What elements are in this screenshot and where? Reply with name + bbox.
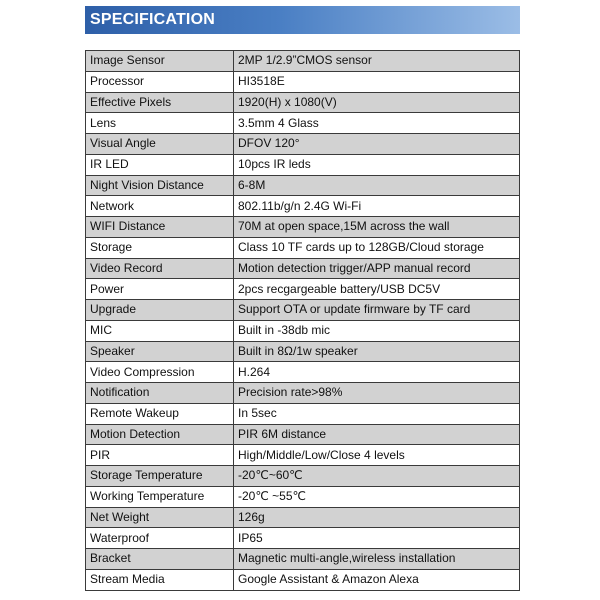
spec-label: Upgrade xyxy=(86,300,234,321)
spec-label: PIR xyxy=(86,445,234,466)
spec-label: Video Compression xyxy=(86,362,234,383)
spec-value: Built in 8Ω/1w speaker xyxy=(234,341,520,362)
table-row xyxy=(86,383,520,404)
spec-value: Google Assistant & Amazon Alexa xyxy=(234,569,520,590)
spec-value: In 5sec xyxy=(234,403,520,424)
spec-label: Remote Wakeup xyxy=(86,403,234,424)
spec-value: Magnetic multi-angle,wireless installation xyxy=(234,549,520,570)
spec-value: Support OTA or update firmware by TF card xyxy=(234,300,520,321)
spec-value: Class 10 TF cards up to 128GB/Cloud storage xyxy=(234,237,520,258)
table-row xyxy=(86,92,520,113)
table-row xyxy=(86,134,520,155)
spec-label: Net Weight xyxy=(86,507,234,528)
spec-value: DFOV 120° xyxy=(234,134,520,155)
spec-value: HI3518E xyxy=(234,71,520,92)
spec-label: Visual Angle xyxy=(86,134,234,155)
spec-value: 70M at open space,15M across the wall xyxy=(234,217,520,238)
table-row xyxy=(86,300,520,321)
spec-value: 2MP 1/2.9”CMOS sensor xyxy=(234,51,520,72)
spec-label: IR LED xyxy=(86,154,234,175)
table-row xyxy=(86,217,520,238)
table-row xyxy=(86,258,520,279)
spec-value: 126g xyxy=(234,507,520,528)
spec-label: Video Record xyxy=(86,258,234,279)
spec-label: Processor xyxy=(86,71,234,92)
spec-value: 2pcs recgargeable battery/USB DC5V xyxy=(234,279,520,300)
table-row xyxy=(86,175,520,196)
spec-value: 802.11b/g/n 2.4G Wi-Fi xyxy=(234,196,520,217)
table-row xyxy=(86,113,520,134)
spec-value: High/Middle/Low/Close 4 levels xyxy=(234,445,520,466)
spec-label: Storage Temperature xyxy=(86,466,234,487)
spec-label: Effective Pixels xyxy=(86,92,234,113)
spec-value: 6-8M xyxy=(234,175,520,196)
table-row xyxy=(86,320,520,341)
spec-label: Waterproof xyxy=(86,528,234,549)
table-row xyxy=(86,486,520,507)
spec-label: Night Vision Distance xyxy=(86,175,234,196)
table-row xyxy=(86,51,520,72)
spec-label: MIC xyxy=(86,320,234,341)
spec-label: Storage xyxy=(86,237,234,258)
spec-value: -20℃ ~55℃ xyxy=(234,486,520,507)
page-title: SPECIFICATION xyxy=(90,11,215,28)
spec-value: Precision rate>98% xyxy=(234,383,520,404)
table-row xyxy=(86,466,520,487)
spec-label: Image Sensor xyxy=(86,51,234,72)
spec-label: Network xyxy=(86,196,234,217)
spec-value: 1920(H) x 1080(V) xyxy=(234,92,520,113)
spec-value: -20℃~60℃ xyxy=(234,466,520,487)
spec-value: IP65 xyxy=(234,528,520,549)
spec-label: Motion Detection xyxy=(86,424,234,445)
table-row xyxy=(86,196,520,217)
spec-value: Motion detection trigger/APP manual record xyxy=(234,258,520,279)
spec-label: Bracket xyxy=(86,549,234,570)
spec-table-body xyxy=(86,51,520,591)
spec-label: Power xyxy=(86,279,234,300)
table-row xyxy=(86,445,520,466)
spec-value: H.264 xyxy=(234,362,520,383)
table-row xyxy=(86,341,520,362)
spec-label: Notification xyxy=(86,383,234,404)
table-row xyxy=(86,71,520,92)
table-row xyxy=(86,507,520,528)
spec-label: Speaker xyxy=(86,341,234,362)
spec-label: WIFI Distance xyxy=(86,217,234,238)
spec-label: Stream Media xyxy=(86,569,234,590)
table-row xyxy=(86,154,520,175)
spec-label: Lens xyxy=(86,113,234,134)
spec-value: 3.5mm 4 Glass xyxy=(234,113,520,134)
table-row xyxy=(86,403,520,424)
table-row xyxy=(86,549,520,570)
spec-value: PIR 6M distance xyxy=(234,424,520,445)
spec-table xyxy=(85,50,520,591)
table-row xyxy=(86,569,520,590)
spec-label: Working Temperature xyxy=(86,486,234,507)
table-row xyxy=(86,362,520,383)
table-row xyxy=(86,279,520,300)
table-row xyxy=(86,237,520,258)
table-row xyxy=(86,528,520,549)
spec-value: 10pcs IR leds xyxy=(234,154,520,175)
spec-value: Built in -38db mic xyxy=(234,320,520,341)
table-row xyxy=(86,424,520,445)
spec-title-banner xyxy=(85,6,520,34)
